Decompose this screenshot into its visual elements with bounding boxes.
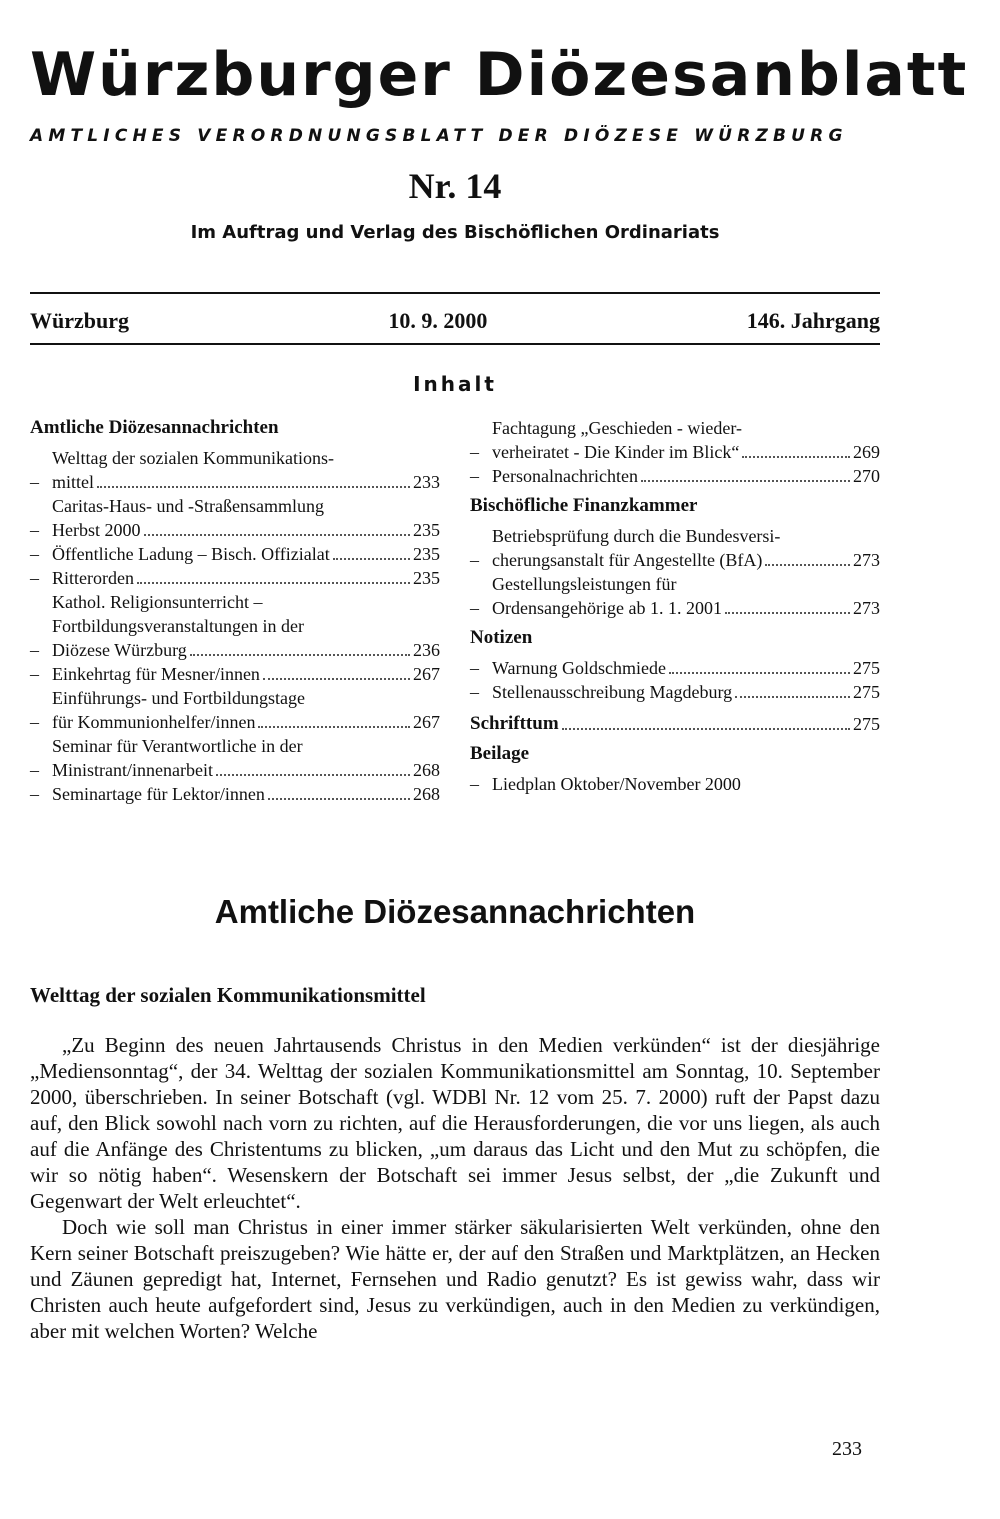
toc-page: 275 bbox=[853, 714, 880, 734]
toc-entry bbox=[470, 680, 880, 704]
page-number: 233 bbox=[832, 1438, 862, 1460]
toc-page: 275 bbox=[853, 682, 880, 702]
toc-entry-text: Betriebsprüfung durch die Bundesversi- bbox=[492, 526, 781, 546]
toc-entry-text: Fortbildungsveranstaltungen in der bbox=[52, 616, 304, 636]
toc-dash: – bbox=[470, 442, 479, 462]
toc-entry-text: Stellenausschreibung Magdeburg bbox=[492, 682, 733, 702]
toc-finance-entries bbox=[470, 524, 880, 620]
toc-entry bbox=[470, 656, 880, 680]
dot-leader bbox=[669, 672, 850, 674]
toc-page: 269 bbox=[853, 442, 880, 462]
toc-entry bbox=[470, 572, 880, 620]
issue-date: 10. 9. 2000 bbox=[388, 308, 488, 333]
toc-page: 236 bbox=[413, 640, 440, 660]
dot-leader bbox=[216, 774, 410, 776]
issue-number: Nr. 14 bbox=[408, 166, 502, 206]
toc-page: 235 bbox=[413, 568, 440, 588]
toc-page: 235 bbox=[413, 520, 440, 540]
toc-section-heading: Amtliche Diözesannachrichten bbox=[30, 417, 279, 438]
toc-page: 273 bbox=[853, 550, 880, 570]
toc-right-column bbox=[470, 416, 880, 796]
toc-left-entries bbox=[30, 446, 440, 806]
toc-entry bbox=[30, 446, 440, 494]
toc-dash: – bbox=[470, 774, 479, 794]
toc-entry-text: Ordensangehörige ab 1. 1. 2001 bbox=[492, 598, 722, 618]
toc-entry-text: Personalnachrichten bbox=[492, 466, 638, 486]
toc-entry bbox=[470, 416, 880, 464]
toc-dash: – bbox=[30, 640, 39, 660]
toc-right-top-entries bbox=[470, 416, 880, 488]
dot-leader bbox=[742, 456, 850, 458]
toc-entry-text: Diözese Würzburg bbox=[52, 640, 187, 660]
masthead-subtitle: AMTLICHES VERORDNUNGSBLATT DER DIÖZESE WÜRZBURG bbox=[30, 126, 848, 146]
section-heading: Amtliche Diözesannachrichten bbox=[214, 893, 696, 930]
toc-entry bbox=[30, 782, 440, 806]
toc-entry-text: für Kommunionhelfer/innen bbox=[52, 712, 256, 732]
dot-leader bbox=[258, 726, 410, 728]
toc-entry bbox=[30, 494, 440, 542]
place: Würzburg bbox=[30, 308, 129, 333]
toc-page: 268 bbox=[413, 784, 440, 804]
article-paragraph: „Zu Beginn des neuen Jahrtausends Christus in den Medien verkünden“ ist der diesjährige „Mediensonntag“, der 34. Welttag der sozialen Kommunikationsmittel am Sonntag, 10. September 2000, überschrieben. In seiner Botschaft (vgl. WDBl Nr. 12 vom 25. 7. 2000) ruft der Papst dazu auf, den Blick sowohl nach vorn zu richten, auf die Herausforderungen, die vor uns liegen, als auch auf die Anfänge des Christentums zu blicken, „um daraus das Licht und den Mut zu schöpfen, die wir so nötig haben“. Wesenskern der Botschaft sei immer Jesus selbst, der „die Zukunft und Gegenwart der Welt erleuchtet“. bbox=[30, 1033, 880, 1213]
toc-entry-text: Einkehrtag für Mesner/innen bbox=[52, 664, 260, 684]
toc-page: 267 bbox=[413, 664, 440, 684]
toc-literature-line bbox=[470, 712, 880, 736]
toc-entry-text: mittel bbox=[52, 472, 94, 492]
toc-entry-text: Ministrant/innenarbeit bbox=[52, 760, 213, 780]
toc-entry-text: cherungsanstalt für Angestellte (BfA) bbox=[492, 550, 763, 570]
dot-leader bbox=[765, 564, 850, 566]
toc-entry bbox=[30, 662, 440, 686]
bottom-rule bbox=[30, 343, 880, 345]
toc-dash: – bbox=[470, 466, 479, 486]
article-paragraph: Doch wie soll man Christus in einer immer stärker säkularisierten Welt verkünden, ohne den Kern seiner Botschaft preiszugeben? Wie hätte er, der auf den Straßen und Marktplätzen, an Hecken und Zäunen gepredigt hat, Internet, Fernsehen und Radio genutzt? Es ist gewiss wahr, dass wir Christen auch heute aufgefordert sind, Jesus zu verkündigen, auch in den Medien zu verkündigen, aber mit welchen Worten? Welche bbox=[30, 1215, 880, 1343]
dot-leader bbox=[641, 480, 850, 482]
toc-entry bbox=[470, 524, 880, 572]
toc-dash: – bbox=[30, 760, 39, 780]
toc-page: 268 bbox=[413, 760, 440, 780]
toc-dash: – bbox=[30, 568, 39, 588]
publisher-line: Im Auftrag und Verlag des Bischöflichen Ordinariats bbox=[190, 222, 720, 243]
toc-section-heading: Beilage bbox=[470, 743, 530, 764]
article-body bbox=[30, 1032, 880, 1344]
toc-page: 275 bbox=[853, 658, 880, 678]
toc-entry-text: Fachtagung „Geschieden - wieder- bbox=[492, 418, 743, 438]
toc-page: 273 bbox=[853, 598, 880, 618]
toc-dash: – bbox=[30, 472, 39, 492]
dot-leader bbox=[137, 582, 410, 584]
dot-leader bbox=[268, 798, 410, 800]
toc-dash: – bbox=[470, 598, 479, 618]
toc-entry-text: Öffentliche Ladung – Bisch. Offizialat bbox=[52, 544, 330, 564]
toc-page: 235 bbox=[413, 544, 440, 564]
toc-entry bbox=[470, 772, 880, 796]
toc-section-heading: Schrifttum bbox=[470, 713, 559, 734]
toc-entry-text: verheiratet - Die Kinder im Blick“ bbox=[492, 442, 740, 462]
toc-left-column bbox=[30, 416, 440, 806]
dot-leader bbox=[97, 486, 410, 488]
toc-entry bbox=[470, 464, 880, 488]
toc-entry bbox=[30, 686, 440, 734]
toc-dash: – bbox=[470, 550, 479, 570]
toc-entry-text: Ritterorden bbox=[52, 568, 134, 588]
dot-leader bbox=[333, 558, 410, 560]
toc-entry-text: Warnung Goldschmiede bbox=[492, 658, 667, 678]
toc-dash: – bbox=[30, 712, 39, 732]
toc-entry bbox=[30, 542, 440, 566]
toc-section-heading: Bischöfliche Finanzkammer bbox=[470, 495, 698, 516]
toc-dash: – bbox=[30, 520, 39, 540]
volume: 146. Jahrgang bbox=[746, 308, 880, 333]
dot-leader bbox=[144, 534, 411, 536]
info-bar bbox=[30, 308, 880, 334]
dot-leader bbox=[263, 678, 410, 680]
dot-leader bbox=[725, 612, 850, 614]
toc-entry bbox=[30, 566, 440, 590]
toc-notes-entries bbox=[470, 656, 880, 704]
toc-entry-text: Seminar für Verantwortliche in der bbox=[52, 736, 303, 756]
toc-entry bbox=[30, 734, 440, 782]
toc-dash: – bbox=[30, 544, 39, 564]
dot-leader bbox=[562, 728, 850, 730]
toc-page: 267 bbox=[413, 712, 440, 732]
toc-entry-text: Herbst 2000 bbox=[52, 520, 141, 540]
dot-leader bbox=[190, 654, 410, 656]
toc-entry-text: Caritas-Haus- und -Straßensammlung bbox=[52, 496, 324, 516]
toc-entry-text: Liedplan Oktober/November 2000 bbox=[492, 774, 741, 794]
toc-dash: – bbox=[30, 784, 39, 804]
toc-section-heading: Notizen bbox=[470, 627, 533, 648]
toc-title: Inhalt bbox=[413, 372, 497, 396]
masthead-title: Würzburger Diözesanblatt bbox=[30, 40, 969, 110]
toc-entry bbox=[30, 590, 440, 662]
toc-entry-text: Welttag der sozialen Kommunikations- bbox=[52, 448, 334, 468]
toc-entry-text: Kathol. Religionsunterricht – bbox=[52, 592, 263, 612]
dot-leader bbox=[735, 696, 850, 698]
toc-dash: – bbox=[470, 682, 479, 702]
toc-entry-text: Gestellungsleistungen für bbox=[492, 574, 677, 594]
toc-supplement-entries bbox=[470, 772, 880, 796]
toc-dash: – bbox=[470, 658, 479, 678]
toc-entry-text: Seminartage für Lektor/innen bbox=[52, 784, 265, 804]
article-title: Welttag der sozialen Kommunikationsmittel bbox=[30, 983, 426, 1007]
toc-dash: – bbox=[30, 664, 39, 684]
toc-entry-text: Einführungs- und Fortbildungstage bbox=[52, 688, 305, 708]
toc-page: 233 bbox=[413, 472, 440, 492]
top-rule bbox=[30, 292, 880, 294]
toc-page: 270 bbox=[853, 466, 880, 486]
